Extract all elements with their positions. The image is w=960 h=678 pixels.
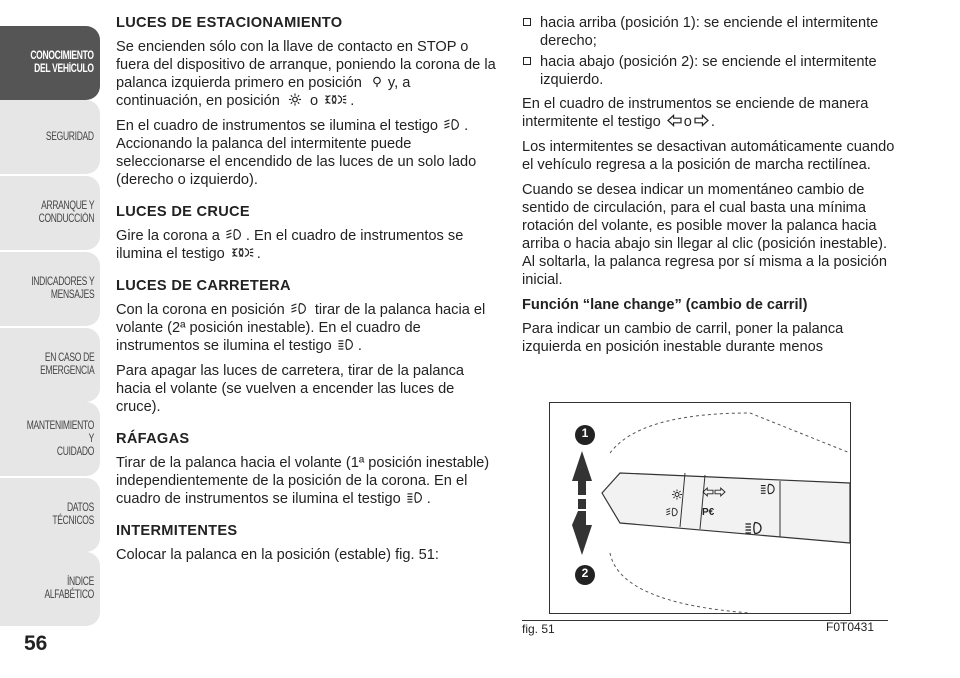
parking-light-icon bbox=[231, 246, 255, 259]
list-item: hacia arriba (posición 1): se enciende el intermitente derecho; bbox=[522, 14, 898, 50]
tab-label: DEL VEHÍCULO bbox=[34, 63, 94, 75]
parking-light-icon bbox=[324, 93, 348, 106]
sidebar-tab-datos-tecnicos[interactable] bbox=[0, 478, 100, 552]
sidebar-tab-mantenimiento[interactable] bbox=[0, 402, 100, 476]
paragraph: Para apagar las luces de carretera, tirar de la palanca hacia el volante (se vuelven a encender las luces de cruce). bbox=[116, 363, 465, 415]
sidebar-tab-seguridad[interactable] bbox=[0, 100, 100, 174]
left-column bbox=[116, 14, 496, 571]
heading-lane-change: Función “lane change” (cambio de carril) bbox=[522, 297, 808, 313]
list-item: hacia abajo (posición 2): se enciende el intermitente izquierdo. bbox=[522, 53, 898, 89]
tab-label: INDICADORES Y bbox=[30, 276, 94, 288]
dipped-beam-icon bbox=[444, 118, 462, 131]
tab-label: CONOCIMIENTO bbox=[30, 50, 94, 62]
lever-label: P€ bbox=[702, 507, 715, 518]
figure-code: F0T0431 bbox=[826, 620, 875, 634]
stalk-drawing bbox=[550, 403, 850, 613]
tab-label: SEGURIDAD bbox=[46, 130, 94, 143]
sidelight-icon bbox=[286, 93, 304, 106]
turn-right-icon bbox=[694, 114, 709, 127]
figure-caption: fig. 51 bbox=[522, 622, 555, 636]
bullet-list bbox=[522, 14, 898, 89]
paragraph: Cuando se desea indicar un momentáneo cambio de sentido de circulación, para el cual basta una mínima rotación del volante, es posible mover la palanca hacia arriba o hacia abajo sin llegar al clic (posición inestable). Al soltarla, la palanca regresa por sí misma a la posición inicial. bbox=[522, 182, 888, 288]
page-number: 56 bbox=[24, 632, 48, 655]
sidebar-tab-arranque[interactable] bbox=[0, 176, 100, 250]
heading-parking-lights: LUCES DE ESTACIONAMIENTO bbox=[116, 15, 343, 31]
paragraph: Colocar la palanca en la posición (estable) fig. 51: bbox=[116, 547, 439, 563]
main-beam-icon bbox=[407, 491, 425, 504]
sidebar-tab-indice[interactable] bbox=[0, 552, 100, 626]
paragraph: Para indicar un cambio de carril, poner la palanca izquierda en posición inestable durante menos bbox=[522, 321, 844, 355]
paragraph: Gire la corona a . En el cuadro de instrumentos se ilumina el testigo . bbox=[116, 228, 464, 262]
paragraph: Los intermitentes se desactivan automáticamente cuando el vehículo regresa a la posición de marcha rectilínea. bbox=[522, 139, 895, 173]
sidebar-tab-emergencia[interactable] bbox=[0, 328, 100, 402]
off-position-icon bbox=[368, 75, 386, 88]
paragraph: En el cuadro de instrumentos se ilumina el testigo . Accionando la palanca del intermitente puede seleccionarse el encendido de las luces de un solo lado (derecho o izquierdo). bbox=[116, 118, 477, 188]
tab-label: EN CASO DE bbox=[44, 352, 94, 364]
heading-flash: RÁFAGAS bbox=[116, 431, 190, 447]
tab-label: MENSAJES bbox=[50, 289, 94, 301]
tab-label: EMERGENCIA bbox=[39, 365, 94, 377]
paragraph: En el cuadro de instrumentos se enciende de manera intermitente el testigo o . bbox=[522, 96, 869, 130]
sidebar-tab-conocimiento[interactable] bbox=[0, 26, 100, 100]
dipped-beam-icon bbox=[291, 302, 309, 315]
tab-label: CONDUCCIÓN bbox=[38, 213, 94, 225]
heading-main-beam: LUCES DE CARRETERA bbox=[116, 278, 291, 294]
tab-label: CUIDADO bbox=[56, 445, 94, 458]
tab-label: ARRANQUE Y bbox=[40, 200, 94, 212]
right-column bbox=[522, 14, 898, 363]
tab-label: MANTENIMIENTO Y bbox=[26, 419, 94, 445]
tab-label: DATOS TÉCNICOS bbox=[52, 502, 94, 527]
main-beam-icon bbox=[338, 338, 356, 351]
paragraph: Tirar de la palanca hacia el volante (1ª posición inestable) independientemente de la posición de la corona. En el cuadro de instrumentos se ilumina el testigo . bbox=[116, 455, 490, 507]
figure-stalk-illustration bbox=[549, 402, 851, 614]
paragraph: Se encienden sólo con la llave de contacto en STOP o fuera del dispositivo de arranque, poniendo la corona de la palanca izquierda primero en posición y, a continuación, en posición o . bbox=[116, 39, 496, 109]
dipped-beam-icon bbox=[226, 228, 244, 241]
sidebar-tab-indicadores[interactable] bbox=[0, 252, 100, 326]
paragraph: Con la corona en posición tirar de la palanca hacia el volante (2ª posición inestable). En el cuadro de instrumentos se ilumina el testigo . bbox=[116, 302, 486, 354]
tab-label: ÍNDICE ALFABÉTICO bbox=[44, 576, 94, 601]
turn-left-icon bbox=[667, 114, 682, 127]
position-marker-2: 2 bbox=[581, 566, 589, 580]
heading-indicators: INTERMITENTES bbox=[116, 523, 238, 539]
position-marker-1: 1 bbox=[581, 426, 589, 440]
heading-dipped-beam: LUCES DE CRUCE bbox=[116, 204, 250, 220]
